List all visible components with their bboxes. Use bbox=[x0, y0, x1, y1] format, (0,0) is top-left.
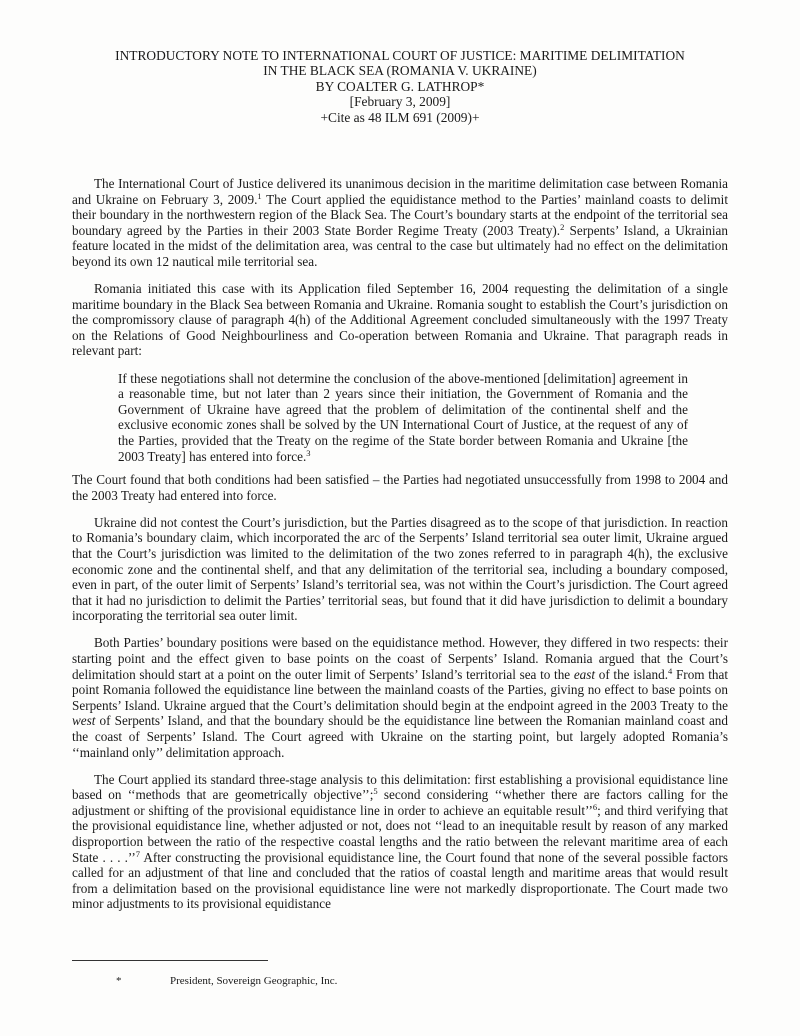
footnote-ref-7: 7 bbox=[135, 848, 140, 859]
footnote-ref-4: 4 bbox=[668, 665, 673, 676]
footnote-ref-1: 1 bbox=[257, 190, 262, 201]
paragraph-6: The Court applied its standard three-stage analysis to this delimitation: first establishing a provisional equidistance line based on ‘‘methods that are geometrically objective’’;$^5$ second considering ‘‘whether there are factors calling for the adjustment or shifting of the provisional equidistance line in order to achieve an equitable result’’$^6$; and third verifying that the provisional equidistance line, whether adjusted or not, does not ‘‘lead to an inequitable result by reason of any marked disproportion between the ratio of the respective coastal lengths and the ratio between the relevant maritime area of each State . . . .’’$^7$ After constructing the provisional equidistance line, the Court found that none of the several possible factors called for an adjustment of that line and concluded that the ratios of coastal length and maritime areas that would result from a delimitation based on the provisional equidistance line were not markedly disproportionate. The Court made two minor adjustments to its provisional equidistance bbox=[72, 771, 728, 912]
footnote-text: President, Sovereign Geographic, Inc. bbox=[170, 975, 338, 987]
footnote-divider bbox=[72, 960, 268, 961]
paragraph-1: The International Court of Justice delivered its unanimous decision in the maritime delimitation case between Romania and Ukraine on February 3, 2009.$^1$ The Court applied the equidistance method to the Parties’ mainland coasts to delimit their boundary in the northwestern region of the Black Sea. The Court’s boundary starts at the endpoint of the territorial sea boundary agreed by the Parties in their 2003 State Border Regime Treaty (2003 Treaty).$^2$ Serpents’ Island, a Ukrainian feature located in the midst of the delimitation area, was central to the case but ultimately had no effect on the delimitation beyond its own 12 nautical mile territorial sea. bbox=[72, 176, 728, 269]
title-line-2: IN THE BLACK SEA (ROMANIA V. UKRAINE) bbox=[263, 63, 537, 79]
citation-line: +Cite as 48 ILM 691 (2009)+ bbox=[320, 109, 480, 125]
emphasis-west: west bbox=[72, 713, 96, 729]
paragraph-4: Ukraine did not contest the Court’s jurisdiction, but the Parties disagreed as to the scope of that jurisdiction. In reaction to Romania’s boundary claim, which incorporated the arc of the Serpents’ Island territorial sea outer limit, Ukraine argued that the Court’s jurisdiction was limited to the delimitation of the two zones referred to in paragraph 4(h), the exclusive economic zone and the continental shelf, and that any delimitation of the territorial sea, including a boundary composed, even in part, of the outer limit of Serpents’ Island’s territorial sea, was not within the Court’s jurisdiction. The Court agreed that it had no jurisdiction to delimit the Parties’ territorial seas, but found that it did have jurisdiction to delimit a boundary incorporating the territorial sea outer limit. bbox=[72, 514, 728, 624]
emphasis-east: east bbox=[573, 666, 596, 682]
footnote-mark: * bbox=[116, 975, 122, 987]
document-body bbox=[72, 176, 728, 924]
paragraph-3: The Court found that both conditions had been satisfied – the Parties had negotiated unsuccessfully from 1998 to 2004 and the 2003 Treaty had entered into force. bbox=[72, 472, 728, 503]
footnote-ref-6: 6 bbox=[592, 801, 598, 812]
footnote-ref-3: 3 bbox=[306, 447, 311, 458]
paragraph-2: Romania initiated this case with its Application filed September 16, 2004 requesting the delimitation of a single maritime boundary in the Black Sea between Romania and Ukraine. Romania sought to establish the Court’s jurisdiction on the compromissory clause of paragraph 4(h) of the Additional Agreement concluded simultaneously with the 1997 Treaty on the Relations of Good Neighbourliness and Co-operation between Romania and Ukraine. That paragraph reads in relevant part: bbox=[72, 281, 728, 359]
document-header bbox=[60, 48, 740, 125]
author-line: BY COALTER G. LATHROP* bbox=[315, 78, 485, 94]
footnote-ref-2: 2 bbox=[560, 221, 565, 232]
footnote bbox=[116, 975, 337, 988]
date-line: [February 3, 2009] bbox=[349, 94, 451, 110]
paragraph-5: Both Parties’ boundary positions were based on the equidistance method. However, they differed in two respects: their starting point and the effect given to base points on the coast of Serpents’ Island. Romania argued that the Court’s delimitation should start at a point on the outer limit of Serpents’ Island’s territorial sea to the east of the island.$^4$ From that point Romania followed the equidistance line between the mainland coasts of the Parties, giving no effect to base points on Serpents’ Island. Ukraine argued that the Court’s delimitation should begin at the endpoint agreed in the 2003 Treaty to the west of Serpents’ Island, and that the boundary should be the equidistance line between the Romanian mainland coast and the coast of Serpents’ Island. The Court agreed with Ukraine on the starting point, but largely adopted Romania’s ‘‘mainland only’’ delimitation approach. bbox=[72, 635, 728, 760]
footnote-ref-5: 5 bbox=[373, 786, 378, 797]
title-line-1: INTRODUCTORY NOTE TO INTERNATIONAL COURT OF JUSTICE: MARITIME DELIMITATION bbox=[115, 48, 685, 63]
block-quote: If these negotiations shall not determine the conclusion of the above-mentioned [delimitation] agreement in a reasonable time, but not later than 2 years since their initiation, the Government of Romania and the Government of Ukraine have agreed that the problem of delimitation of the continental shelf and the exclusive economic zones shall be solved by the UN International Court of Justice, at the request of any of the Parties, provided that the Treaty on the regime of the State border between Romania and Ukraine [the 2003 Treaty] has entered into force.$^3$ bbox=[118, 370, 688, 464]
